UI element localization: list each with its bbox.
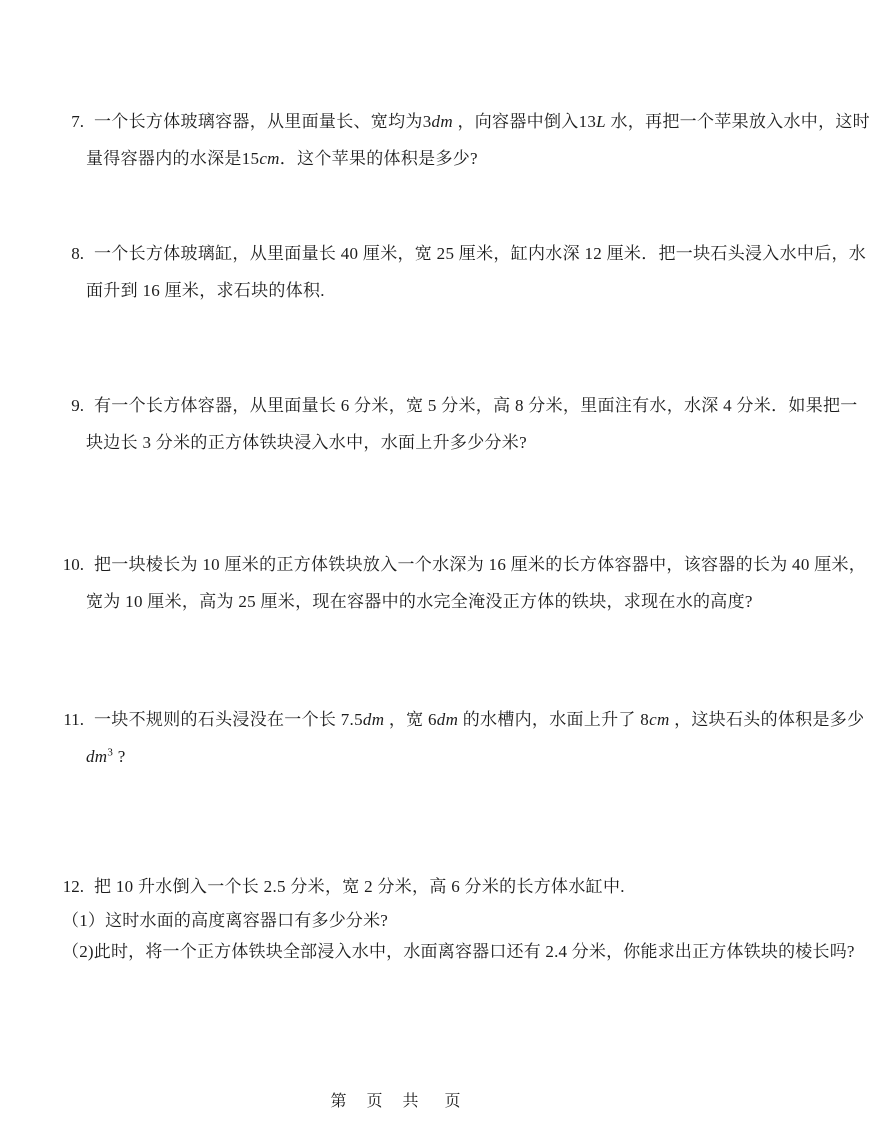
unit-variable: cm [649, 710, 670, 729]
text-run: 15 [241, 149, 260, 168]
text-run: 量得容器内的水深是 [86, 149, 242, 168]
problem-line [86, 868, 745, 905]
text-run: 3 [422, 112, 432, 131]
text-run: ，宽 6 [384, 710, 437, 729]
problem-line [86, 701, 865, 738]
text-run: 水，再把一个苹果放入水中，这时 [605, 112, 870, 131]
text-run: （1）这时水面的高度离容器口有多少分米? [62, 911, 389, 930]
text-run: ，这块石头的体积是多少 [669, 710, 865, 729]
problem-line [86, 103, 870, 140]
text-run: 一块不规则的石头浸没在一个长 7.5 [94, 710, 363, 729]
text-run: 13 [578, 112, 597, 131]
problem-number: 7. [71, 112, 84, 131]
text-run: 一个长方体玻璃缸，从里面量长 40 厘米，宽 25 厘米，缸内水深 12 厘米．把一块石头浸入水中后，水 [94, 244, 867, 263]
unit-variable: dm [362, 710, 385, 729]
problem-number: 10. [62, 555, 84, 574]
page-footer: 第 页 共 页 [330, 1093, 463, 1110]
text-run: （2)此时，将一个正方体铁块全部浸入水中，水面离容器口还有 2.4 分米，你能求出正方体铁块的棱长吗? [62, 942, 855, 961]
sub-question-line [62, 905, 745, 936]
problem-line [86, 583, 753, 620]
sub-question-line [62, 936, 855, 967]
text-run: ? [113, 747, 126, 766]
problem-item [0, 235, 867, 309]
text-run: 有一个长方体容器，从里面量长 6 分米，宽 5 分米，高 8 分米，里面注有水，水深 4 分米．如果把一 [94, 396, 858, 415]
text-run: 块边长 3 分米的正方体铁块浸入水中，水面上升多少分米? [86, 433, 527, 452]
text-run: 的水槽内，水面上升了 8 [458, 710, 650, 729]
problem-line [86, 546, 867, 583]
problem-line [86, 387, 858, 424]
text-run: 宽为 10 厘米，高为 25 厘米，现在容器中的水完全淹没正方体的铁块，求现在水的高度? [86, 592, 753, 611]
problem-number: 8. [71, 244, 84, 263]
problem-number: 9. [71, 396, 84, 415]
problem-item [0, 387, 858, 461]
text-run: ．这个苹果的体积是多少? [279, 149, 478, 168]
problem-line [86, 272, 745, 309]
text-run: 一个长方体玻璃容器，从里面量长、宽均为 [94, 112, 423, 131]
problem-item [0, 868, 855, 967]
unit-variable: dm [86, 747, 108, 766]
problem-number: 11. [63, 710, 84, 729]
unit-variable: L [596, 112, 606, 131]
problem-line [86, 140, 745, 177]
problem-item [0, 701, 865, 775]
text-run: ，向容器中倒入 [452, 112, 579, 131]
text-run: 面升到 16 厘米，求石块的体积. [86, 281, 325, 300]
text-run: 把 10 升水倒入一个长 2.5 分米，宽 2 分米，高 6 分米的长方体水缸中. [94, 877, 625, 896]
problem-line [86, 424, 745, 461]
problem-number: 12. [62, 877, 84, 896]
superscript: 3 [107, 746, 114, 759]
problem-line [86, 235, 867, 272]
unit-variable: dm [431, 112, 453, 131]
problem-line [86, 738, 745, 775]
problem-item [0, 103, 870, 177]
text-run: 把一块棱长为 10 厘米的正方体铁块放入一个水深为 16 厘米的长方体容器中，该容器的长为 40 厘米， [94, 555, 867, 574]
unit-variable: dm [436, 710, 459, 729]
problem-item [0, 546, 867, 620]
unit-variable: cm [259, 149, 280, 168]
